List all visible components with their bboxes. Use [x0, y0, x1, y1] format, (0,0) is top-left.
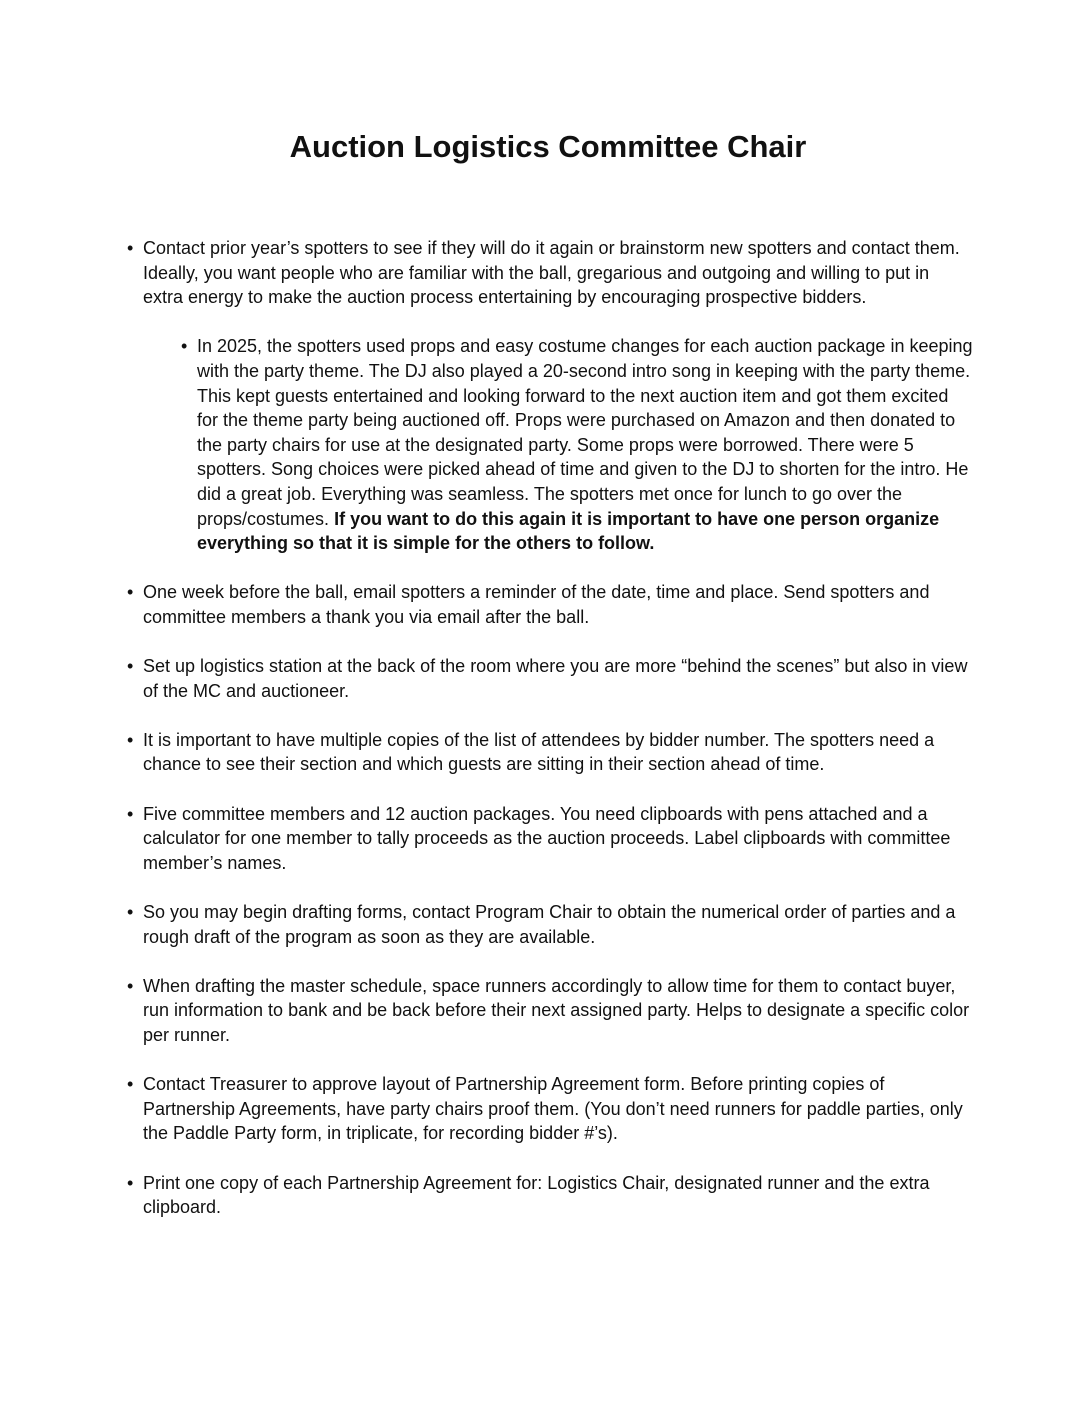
sub-bullet-list: [143, 334, 973, 555]
bullet-icon: •: [127, 729, 134, 750]
bullet-icon: •: [127, 902, 134, 923]
list-item: [127, 654, 973, 703]
list-item-text: Contact prior year’s spotters to see if they will do it again or brainstorm new spotters and contact them. Ideally, you want people who are familiar with the ball, gregarious and outgoing and willing to put in extra energy to make the auction process entertaining by encouraging prospective bidders.: [143, 238, 960, 308]
list-item-text: It is important to have multiple copies of the list of attendees by bidder number. The spotters need a chance to see their section and which guests are sitting in their section ahead of time.: [143, 729, 935, 775]
bullet-icon: •: [127, 975, 134, 996]
list-item-text: When drafting the master schedule, space runners accordingly to allow time for them to contact buyer, run information to bank and be back before their next assigned party. Helps to designate a specific color per runner.: [143, 975, 970, 1045]
list-item: [127, 728, 973, 777]
list-item-text: Set up logistics station at the back of the room where you are more “behind the scenes” but also in view of the MC and auctioneer.: [143, 656, 968, 701]
bullet-icon: •: [127, 1172, 134, 1193]
list-item-text: Contact Treasurer to approve layout of Partnership Agreement form. Before printing copies of Partnership Agreements, have party chairs proof them. (You don’t need runners for paddle parties, only the Paddle Party form, in triplicate, for recording bidder #’s).: [143, 1074, 963, 1144]
bullet-icon: •: [127, 1074, 134, 1095]
list-item-text: Print one copy of each Partnership Agreement for: Logistics Chair, designated runner and the extra clipboard.: [143, 1172, 930, 1218]
list-item-text: One week before the ball, email spotters a reminder of the date, time and place. Send spotters and committee members a thank you via email after the ball.: [143, 582, 930, 627]
list-item: [127, 580, 973, 629]
bullet-icon: •: [127, 803, 134, 824]
list-item: [127, 236, 973, 556]
sub-list-item-bold-text: If you want to do this again it is important to have one person organize everything so that it is simple for the others to follow.: [197, 508, 940, 554]
bullet-icon: •: [127, 238, 134, 258]
list-item: [127, 900, 973, 949]
list-item-text: So you may begin drafting forms, contact Program Chair to obtain the numerical order of parties and a rough draft of the program as soon as they are available.: [143, 902, 956, 947]
bullet-list: [127, 236, 973, 1244]
bullet-icon: •: [181, 336, 188, 357]
list-item-text: Five committee members and 12 auction packages. You need clipboards with pens attached and a calculator for one member to tally proceeds as the auction proceeds. Label clipboards with committee member’s names.: [143, 803, 951, 873]
page-title: Auction Logistics Committee Chair: [289, 129, 807, 164]
sub-list-item: [181, 334, 973, 555]
list-item: [127, 974, 973, 1048]
list-item: [127, 1072, 973, 1146]
bullet-icon: •: [127, 582, 134, 603]
list-item: [127, 1171, 973, 1220]
sub-list-item-text: In 2025, the spotters used props and easy costume changes for each auction package in keeping with the party theme. The DJ also played a 20-second intro song in keeping with the party theme. This kept guests entertained and looking forward to the next auction item and got them excited for the theme party being auctioned off. Props were purchased on Amazon and then donated to the party chairs for use at the designated party. Some props were borrowed. There were 5 spotters. Song choices were picked ahead of time and given to the DJ to shorten for the intro. He did a great job. Everything was seamless. The spotters met once for lunch to go over the props/costumes.: [197, 336, 973, 529]
bullet-icon: •: [127, 656, 134, 677]
list-item: [127, 802, 973, 876]
